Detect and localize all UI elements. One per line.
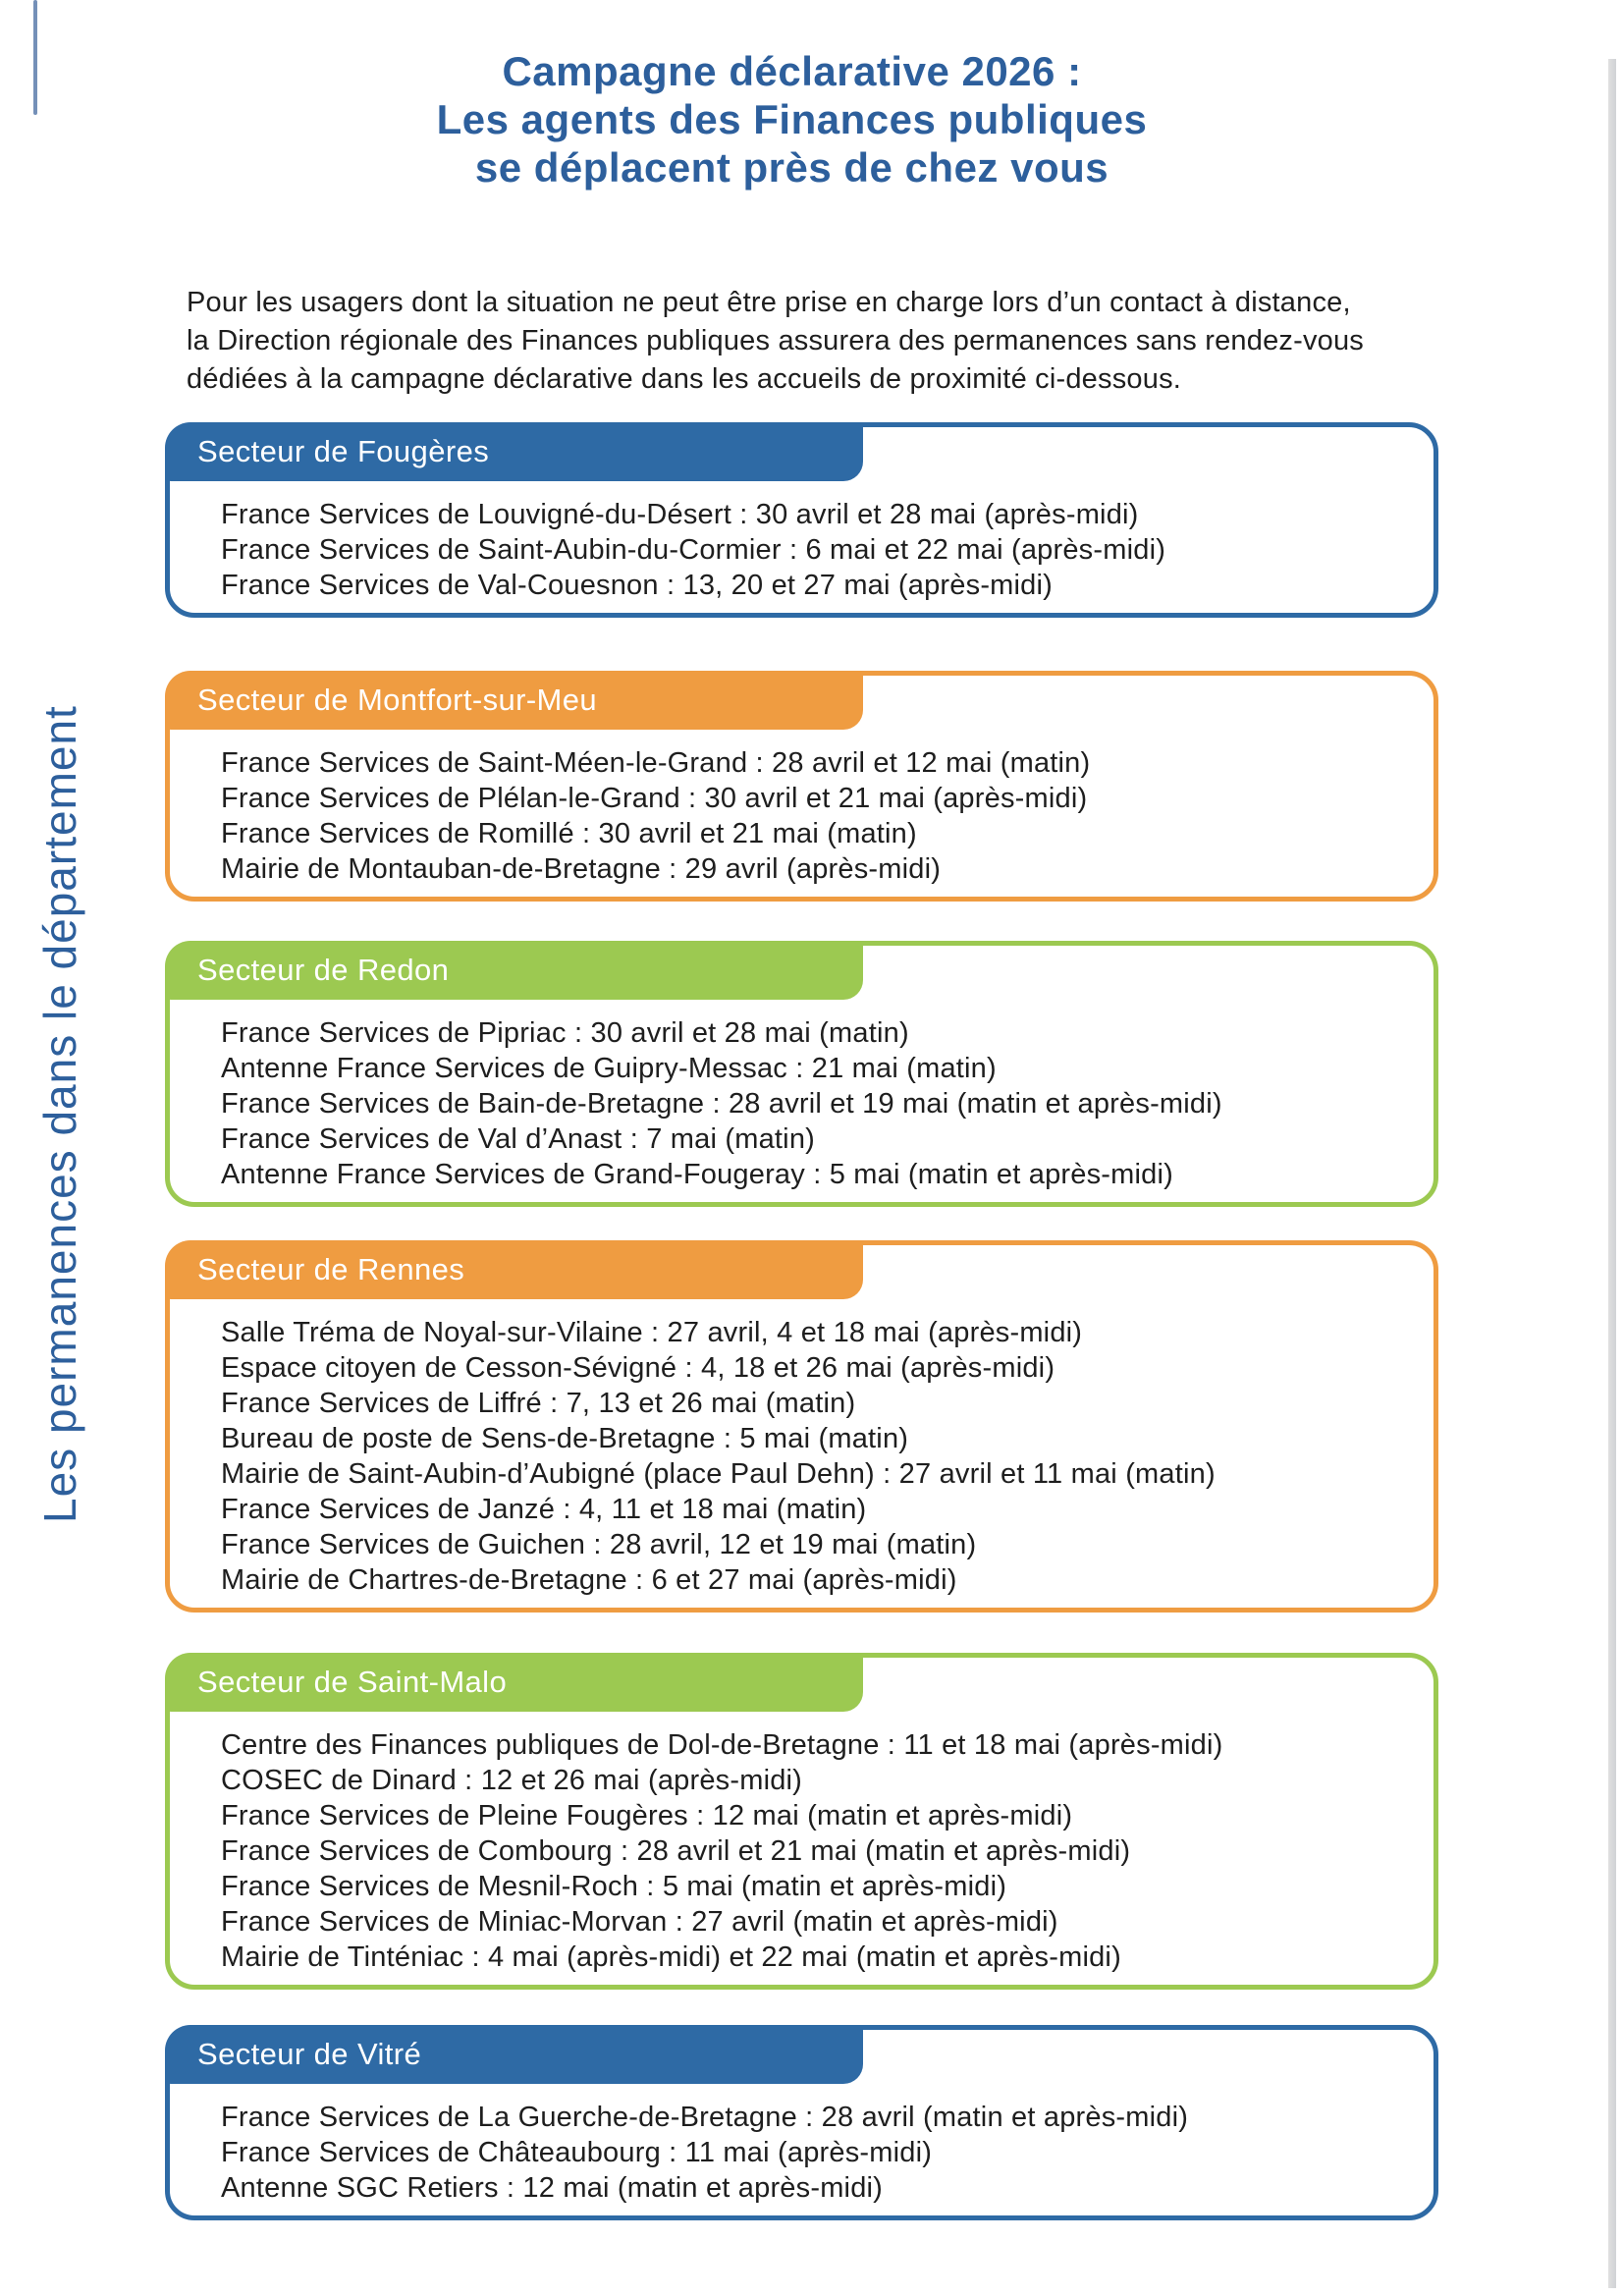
permanence-item: France Services de Janzé : 4, 11 et 18 mai (matin) [221, 1494, 867, 1525]
permanence-item: France Services de Romillé : 30 avril et 21 mai (matin) [221, 818, 917, 849]
permanence-item: Mairie de Saint-Aubin-d’Aubigné (place Paul Dehn) : 27 avril et 11 mai (matin) [221, 1458, 1216, 1490]
sector-header [165, 2025, 863, 2084]
sector-header-label: Secteur de Fougères [197, 434, 490, 468]
sector-header [165, 1653, 863, 1712]
side-label-vertical: Les permanences dans le département [34, 705, 85, 1524]
sector-items [170, 1000, 1434, 1202]
sector-header-label: Secteur de Vitré [197, 2037, 422, 2071]
sector-header [165, 671, 863, 730]
sector-box [165, 2025, 1438, 2220]
sector-header-label: Secteur de Montfort-sur-Meu [197, 683, 598, 717]
page-title-line-1: Campagne déclarative 2026 : [502, 48, 1082, 94]
sector-items [170, 2084, 1434, 2215]
permanence-item: Centre des Finances publiques de Dol-de-Bretagne : 11 et 18 mai (après-midi) [221, 1729, 1223, 1761]
permanence-item: Mairie de Montauban-de-Bretagne : 29 avril (après-midi) [221, 853, 942, 885]
intro-line-2: la Direction régionale des Finances publiques assurera des permanences sans rendez-vous [187, 325, 1365, 356]
permanence-item: France Services de Pipriac : 30 avril et 28 mai (matin) [221, 1017, 909, 1049]
permanence-item: France Services de Louvigné-du-Désert : 30 avril et 28 mai (après-midi) [221, 499, 1139, 530]
permanence-item: Mairie de Tinténiac : 4 mai (après-midi) et 22 mai (matin et après-midi) [221, 1941, 1121, 1973]
sector-items [170, 730, 1434, 897]
sector-header [165, 422, 863, 481]
page-title-line-2: Les agents des Finances publiques [436, 96, 1148, 142]
sector-box [165, 1240, 1438, 1613]
permanence-item: France Services de Saint-Aubin-du-Cormier : 6 mai et 22 mai (après-midi) [221, 534, 1166, 566]
page-title-line-3: se déplacent près de chez vous [474, 144, 1109, 191]
intro-line-3: dédiées à la campagne déclarative dans les accueils de proximité ci-dessous. [187, 363, 1182, 395]
permanence-item: France Services de Bain-de-Bretagne : 28 avril et 19 mai (matin et après-midi) [221, 1088, 1222, 1120]
permanence-item: Antenne France Services de Grand-Fougeray : 5 mai (matin et après-midi) [221, 1159, 1173, 1190]
sector-box [165, 1653, 1438, 1990]
scan-artifact-edge [1608, 59, 1616, 2288]
sector-header [165, 941, 863, 1000]
permanence-item: Salle Tréma de Noyal-sur-Vilaine : 27 avril, 4 et 18 mai (après-midi) [221, 1317, 1083, 1348]
sector-header-label: Secteur de Saint-Malo [197, 1665, 508, 1699]
permanence-item: Espace citoyen de Cesson-Sévigné : 4, 18 et 26 mai (après-midi) [221, 1352, 1055, 1384]
permanence-item: Antenne France Services de Guipry-Messac : 21 mai (matin) [221, 1053, 997, 1084]
permanence-item: COSEC de Dinard : 12 et 26 mai (après-midi) [221, 1765, 803, 1796]
permanence-item: Antenne SGC Retiers : 12 mai (matin et après-midi) [221, 2172, 884, 2204]
permanence-item: France Services de Châteaubourg : 11 mai (après-midi) [221, 2137, 933, 2168]
permanence-item: France Services de Plélan-le-Grand : 30 avril et 21 mai (après-midi) [221, 783, 1088, 814]
permanence-item: France Services de Combourg : 28 avril et 21 mai (matin et après-midi) [221, 1835, 1131, 1867]
sector-header [165, 1240, 863, 1299]
permanence-item: Mairie de Chartres-de-Bretagne : 6 et 27 mai (après-midi) [221, 1564, 957, 1596]
permanence-item: France Services de Liffré : 7, 13 et 26 mai (matin) [221, 1388, 856, 1419]
sector-box [165, 671, 1438, 902]
sector-box [165, 422, 1438, 618]
sector-items [170, 1712, 1434, 1985]
sector-items [170, 1299, 1434, 1608]
permanence-item: France Services de Val-Couesnon : 13, 20 et 27 mai (après-midi) [221, 570, 1054, 601]
permanence-item: France Services de La Guerche-de-Bretagne : 28 avril (matin et après-midi) [221, 2102, 1189, 2133]
permanence-item: France Services de Saint-Méen-le-Grand : 28 avril et 12 mai (matin) [221, 747, 1091, 779]
permanence-item: France Services de Miniac-Morvan : 27 avril (matin et après-midi) [221, 1906, 1058, 1938]
sector-list [165, 0, 1448, 2296]
sector-items [170, 481, 1434, 613]
permanence-item: France Services de Pleine Fougères : 12 mai (matin et après-midi) [221, 1800, 1073, 1831]
intro-line-1: Pour les usagers dont la situation ne peut être prise en charge lors d’un contact à distance, [187, 287, 1351, 318]
sector-box [165, 941, 1438, 1207]
permanence-item: Bureau de poste de Sens-de-Bretagne : 5 mai (matin) [221, 1423, 909, 1454]
permanence-item: France Services de Val d’Anast : 7 mai (matin) [221, 1123, 816, 1155]
permanence-item: France Services de Mesnil-Roch : 5 mai (matin et après-midi) [221, 1871, 1007, 1902]
permanence-item: France Services de Guichen : 28 avril, 12 et 19 mai (matin) [221, 1529, 977, 1560]
sector-header-label: Secteur de Rennes [197, 1252, 465, 1286]
sector-header-label: Secteur de Redon [197, 953, 450, 987]
